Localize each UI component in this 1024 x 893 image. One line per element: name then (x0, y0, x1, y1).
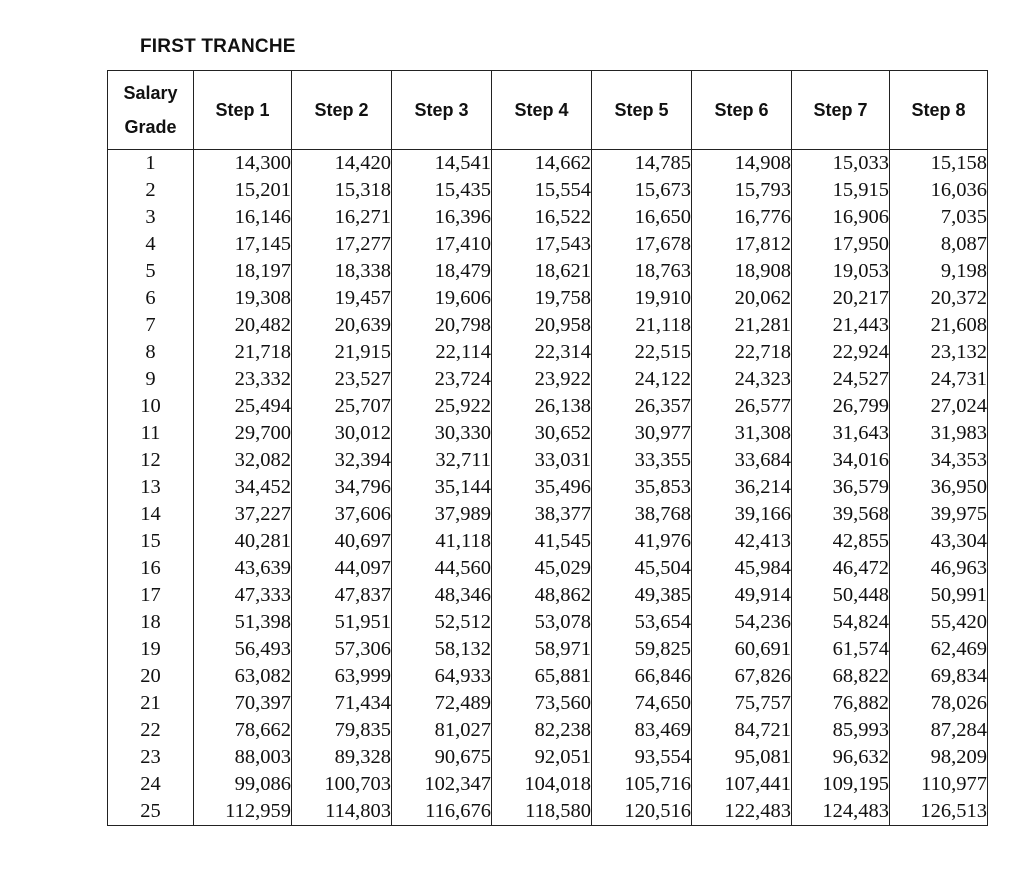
salary-grade-cell: 18 (108, 609, 194, 636)
step-value-cell: 32,394 (292, 447, 392, 474)
step-value-cell: 18,338 (292, 258, 392, 285)
table-row (108, 636, 988, 663)
step-value-cell: 98,209 (890, 744, 988, 771)
step-value-cell: 17,277 (292, 231, 392, 258)
step-value-cell: 39,166 (692, 501, 792, 528)
salary-grade-cell: 23 (108, 744, 194, 771)
step-value-cell: 37,606 (292, 501, 392, 528)
step-value-cell: 49,914 (692, 582, 792, 609)
step-value-cell: 50,448 (792, 582, 890, 609)
step-value-cell: 65,881 (492, 663, 592, 690)
step-value-cell: 36,214 (692, 474, 792, 501)
step-value-cell: 25,707 (292, 393, 392, 420)
table-row (108, 798, 988, 826)
table-row (108, 420, 988, 447)
step-value-cell: 78,026 (890, 690, 988, 717)
step-value-cell: 14,785 (592, 150, 692, 178)
step-value-cell: 99,086 (194, 771, 292, 798)
step-value-cell: 18,621 (492, 258, 592, 285)
step-value-cell: 53,078 (492, 609, 592, 636)
step-value-cell: 20,958 (492, 312, 592, 339)
step-value-cell: 56,493 (194, 636, 292, 663)
step-value-cell: 17,678 (592, 231, 692, 258)
step-value-cell: 93,554 (592, 744, 692, 771)
table-row (108, 177, 988, 204)
step-value-cell: 19,308 (194, 285, 292, 312)
step-value-cell: 83,469 (592, 717, 692, 744)
salary-grade-cell: 3 (108, 204, 194, 231)
step-value-cell: 63,082 (194, 663, 292, 690)
step-value-cell: 20,062 (692, 285, 792, 312)
step-value-cell: 79,835 (292, 717, 392, 744)
step-value-cell: 42,413 (692, 528, 792, 555)
salary-grade-cell: 16 (108, 555, 194, 582)
step-value-cell: 46,472 (792, 555, 890, 582)
step-value-cell: 45,504 (592, 555, 692, 582)
column-header-step-3: Step 3 (392, 71, 492, 150)
step-value-cell: 33,355 (592, 447, 692, 474)
step-value-cell: 48,862 (492, 582, 592, 609)
step-value-cell: 26,799 (792, 393, 890, 420)
step-value-cell: 41,118 (392, 528, 492, 555)
step-value-cell: 22,515 (592, 339, 692, 366)
salary-grade-cell: 21 (108, 690, 194, 717)
step-value-cell: 34,353 (890, 447, 988, 474)
step-value-cell: 60,691 (692, 636, 792, 663)
step-value-cell: 18,908 (692, 258, 792, 285)
step-value-cell: 17,145 (194, 231, 292, 258)
salary-grade-cell: 6 (108, 285, 194, 312)
step-value-cell: 16,906 (792, 204, 890, 231)
step-value-cell: 15,033 (792, 150, 890, 178)
salary-grade-cell: 8 (108, 339, 194, 366)
step-value-cell: 87,284 (890, 717, 988, 744)
step-value-cell: 58,971 (492, 636, 592, 663)
step-value-cell: 64,933 (392, 663, 492, 690)
step-value-cell: 21,118 (592, 312, 692, 339)
salary-grade-cell: 1 (108, 150, 194, 178)
step-value-cell: 16,650 (592, 204, 692, 231)
step-value-cell: 16,036 (890, 177, 988, 204)
step-value-cell: 54,236 (692, 609, 792, 636)
step-value-cell: 40,697 (292, 528, 392, 555)
step-value-cell: 24,323 (692, 366, 792, 393)
table-row (108, 312, 988, 339)
table-row (108, 447, 988, 474)
step-value-cell: 51,398 (194, 609, 292, 636)
step-value-cell: 40,281 (194, 528, 292, 555)
table-row (108, 150, 988, 178)
salary-grade-cell: 9 (108, 366, 194, 393)
salary-grade-cell: 24 (108, 771, 194, 798)
step-value-cell: 50,991 (890, 582, 988, 609)
step-value-cell: 30,977 (592, 420, 692, 447)
step-value-cell: 37,227 (194, 501, 292, 528)
step-value-cell: 44,560 (392, 555, 492, 582)
step-value-cell: 17,543 (492, 231, 592, 258)
step-value-cell: 61,574 (792, 636, 890, 663)
table-row (108, 528, 988, 555)
step-value-cell: 15,673 (592, 177, 692, 204)
step-value-cell: 122,483 (692, 798, 792, 826)
step-value-cell: 33,031 (492, 447, 592, 474)
step-value-cell: 18,197 (194, 258, 292, 285)
step-value-cell: 82,238 (492, 717, 592, 744)
salary-grade-cell: 10 (108, 393, 194, 420)
step-value-cell: 19,457 (292, 285, 392, 312)
table-row (108, 690, 988, 717)
step-value-cell: 35,144 (392, 474, 492, 501)
step-value-cell: 120,516 (592, 798, 692, 826)
step-value-cell: 92,051 (492, 744, 592, 771)
step-value-cell: 105,716 (592, 771, 692, 798)
step-value-cell: 118,580 (492, 798, 592, 826)
step-value-cell: 18,479 (392, 258, 492, 285)
step-value-cell: 107,441 (692, 771, 792, 798)
step-value-cell: 74,650 (592, 690, 692, 717)
table-row (108, 663, 988, 690)
salary-grade-cell: 20 (108, 663, 194, 690)
step-value-cell: 14,541 (392, 150, 492, 178)
step-value-cell: 25,922 (392, 393, 492, 420)
step-value-cell: 45,984 (692, 555, 792, 582)
step-value-cell: 81,027 (392, 717, 492, 744)
step-value-cell: 25,494 (194, 393, 292, 420)
table-title: FIRST TRANCHE (140, 36, 296, 57)
step-value-cell: 14,300 (194, 150, 292, 178)
step-value-cell: 57,306 (292, 636, 392, 663)
step-value-cell: 32,082 (194, 447, 292, 474)
step-value-cell: 16,271 (292, 204, 392, 231)
salary-grade-cell: 12 (108, 447, 194, 474)
step-value-cell: 30,012 (292, 420, 392, 447)
step-value-cell: 26,357 (592, 393, 692, 420)
step-value-cell: 124,483 (792, 798, 890, 826)
step-value-cell: 39,568 (792, 501, 890, 528)
step-value-cell: 46,963 (890, 555, 988, 582)
step-value-cell: 48,346 (392, 582, 492, 609)
step-value-cell: 112,959 (194, 798, 292, 826)
step-value-cell: 23,922 (492, 366, 592, 393)
step-value-cell: 31,308 (692, 420, 792, 447)
step-value-cell: 7,035 (890, 204, 988, 231)
table-row (108, 555, 988, 582)
step-value-cell: 71,434 (292, 690, 392, 717)
step-value-cell: 18,763 (592, 258, 692, 285)
salary-grade-cell: 4 (108, 231, 194, 258)
step-value-cell: 100,703 (292, 771, 392, 798)
step-value-cell: 51,951 (292, 609, 392, 636)
step-value-cell: 31,643 (792, 420, 890, 447)
step-value-cell: 59,825 (592, 636, 692, 663)
step-value-cell: 15,158 (890, 150, 988, 178)
step-value-cell: 27,024 (890, 393, 988, 420)
column-header-step-8: Step 8 (890, 71, 988, 150)
step-value-cell: 41,545 (492, 528, 592, 555)
step-value-cell: 16,776 (692, 204, 792, 231)
step-value-cell: 19,910 (592, 285, 692, 312)
step-value-cell: 85,993 (792, 717, 890, 744)
step-value-cell: 49,385 (592, 582, 692, 609)
step-value-cell: 31,983 (890, 420, 988, 447)
step-value-cell: 29,700 (194, 420, 292, 447)
step-value-cell: 76,882 (792, 690, 890, 717)
column-header-step-2: Step 2 (292, 71, 392, 150)
step-value-cell: 126,513 (890, 798, 988, 826)
step-value-cell: 23,724 (392, 366, 492, 393)
step-value-cell: 69,834 (890, 663, 988, 690)
step-value-cell: 9,198 (890, 258, 988, 285)
salary-grade-cell: 25 (108, 798, 194, 826)
step-value-cell: 21,915 (292, 339, 392, 366)
step-value-cell: 24,527 (792, 366, 890, 393)
step-value-cell: 17,410 (392, 231, 492, 258)
step-value-cell: 15,915 (792, 177, 890, 204)
step-value-cell: 55,420 (890, 609, 988, 636)
step-value-cell: 67,826 (692, 663, 792, 690)
step-value-cell: 35,853 (592, 474, 692, 501)
step-value-cell: 24,122 (592, 366, 692, 393)
salary-grade-cell: 14 (108, 501, 194, 528)
step-value-cell: 20,798 (392, 312, 492, 339)
table-row (108, 717, 988, 744)
step-value-cell: 90,675 (392, 744, 492, 771)
step-value-cell: 15,554 (492, 177, 592, 204)
table-row (108, 339, 988, 366)
step-value-cell: 30,330 (392, 420, 492, 447)
step-value-cell: 70,397 (194, 690, 292, 717)
table-row (108, 258, 988, 285)
step-value-cell: 47,333 (194, 582, 292, 609)
step-value-cell: 58,132 (392, 636, 492, 663)
step-value-cell: 16,146 (194, 204, 292, 231)
step-value-cell: 72,489 (392, 690, 492, 717)
table-body (108, 150, 988, 826)
table-row (108, 744, 988, 771)
step-value-cell: 73,560 (492, 690, 592, 717)
salary-grade-cell: 5 (108, 258, 194, 285)
step-value-cell: 15,435 (392, 177, 492, 204)
step-value-cell: 8,087 (890, 231, 988, 258)
column-header-step-4: Step 4 (492, 71, 592, 150)
step-value-cell: 44,097 (292, 555, 392, 582)
step-value-cell: 20,372 (890, 285, 988, 312)
step-value-cell: 36,579 (792, 474, 890, 501)
step-value-cell: 16,522 (492, 204, 592, 231)
table-row (108, 582, 988, 609)
step-value-cell: 45,029 (492, 555, 592, 582)
step-value-cell: 20,217 (792, 285, 890, 312)
step-value-cell: 39,975 (890, 501, 988, 528)
step-value-cell: 54,824 (792, 609, 890, 636)
step-value-cell: 15,201 (194, 177, 292, 204)
step-value-cell: 21,443 (792, 312, 890, 339)
step-value-cell: 62,469 (890, 636, 988, 663)
step-value-cell: 41,976 (592, 528, 692, 555)
step-value-cell: 14,662 (492, 150, 592, 178)
column-header-salary-grade: Salary Grade (108, 71, 194, 150)
step-value-cell: 35,496 (492, 474, 592, 501)
column-header-step-7: Step 7 (792, 71, 890, 150)
salary-grade-cell: 22 (108, 717, 194, 744)
step-value-cell: 63,999 (292, 663, 392, 690)
column-header-step-5: Step 5 (592, 71, 692, 150)
table-row (108, 285, 988, 312)
step-value-cell: 22,314 (492, 339, 592, 366)
step-value-cell: 23,332 (194, 366, 292, 393)
step-value-cell: 15,318 (292, 177, 392, 204)
table-row (108, 609, 988, 636)
step-value-cell: 22,924 (792, 339, 890, 366)
salary-grade-cell: 15 (108, 528, 194, 555)
step-value-cell: 84,721 (692, 717, 792, 744)
step-value-cell: 109,195 (792, 771, 890, 798)
step-value-cell: 32,711 (392, 447, 492, 474)
column-header-step-1: Step 1 (194, 71, 292, 150)
step-value-cell: 30,652 (492, 420, 592, 447)
step-value-cell: 114,803 (292, 798, 392, 826)
step-value-cell: 36,950 (890, 474, 988, 501)
step-value-cell: 23,527 (292, 366, 392, 393)
table-row (108, 771, 988, 798)
step-value-cell: 15,793 (692, 177, 792, 204)
step-value-cell: 68,822 (792, 663, 890, 690)
step-value-cell: 19,606 (392, 285, 492, 312)
step-value-cell: 21,608 (890, 312, 988, 339)
step-value-cell: 78,662 (194, 717, 292, 744)
step-value-cell: 16,396 (392, 204, 492, 231)
step-value-cell: 47,837 (292, 582, 392, 609)
step-value-cell: 26,577 (692, 393, 792, 420)
step-value-cell: 21,281 (692, 312, 792, 339)
step-value-cell: 102,347 (392, 771, 492, 798)
step-value-cell: 20,639 (292, 312, 392, 339)
salary-grade-cell: 11 (108, 420, 194, 447)
table-row (108, 204, 988, 231)
table-row (108, 366, 988, 393)
step-value-cell: 52,512 (392, 609, 492, 636)
step-value-cell: 38,768 (592, 501, 692, 528)
step-value-cell: 34,796 (292, 474, 392, 501)
step-value-cell: 42,855 (792, 528, 890, 555)
step-value-cell: 33,684 (692, 447, 792, 474)
step-value-cell: 26,138 (492, 393, 592, 420)
step-value-cell: 88,003 (194, 744, 292, 771)
salary-grade-cell: 13 (108, 474, 194, 501)
step-value-cell: 37,989 (392, 501, 492, 528)
step-value-cell: 22,114 (392, 339, 492, 366)
step-value-cell: 66,846 (592, 663, 692, 690)
step-value-cell: 38,377 (492, 501, 592, 528)
step-value-cell: 20,482 (194, 312, 292, 339)
step-value-cell: 89,328 (292, 744, 392, 771)
step-value-cell: 34,452 (194, 474, 292, 501)
step-value-cell: 24,731 (890, 366, 988, 393)
table-row (108, 393, 988, 420)
table-row (108, 501, 988, 528)
step-value-cell: 53,654 (592, 609, 692, 636)
step-value-cell: 110,977 (890, 771, 988, 798)
table-row (108, 231, 988, 258)
salary-table (107, 70, 988, 826)
step-value-cell: 96,632 (792, 744, 890, 771)
step-value-cell: 21,718 (194, 339, 292, 366)
step-value-cell: 75,757 (692, 690, 792, 717)
step-value-cell: 95,081 (692, 744, 792, 771)
step-value-cell: 104,018 (492, 771, 592, 798)
salary-grade-cell: 17 (108, 582, 194, 609)
step-value-cell: 116,676 (392, 798, 492, 826)
step-value-cell: 17,950 (792, 231, 890, 258)
step-value-cell: 19,053 (792, 258, 890, 285)
salary-grade-cell: 19 (108, 636, 194, 663)
column-header-step-6: Step 6 (692, 71, 792, 150)
step-value-cell: 19,758 (492, 285, 592, 312)
step-value-cell: 22,718 (692, 339, 792, 366)
step-value-cell: 14,908 (692, 150, 792, 178)
table-row (108, 474, 988, 501)
salary-grade-cell: 2 (108, 177, 194, 204)
salary-grade-cell: 7 (108, 312, 194, 339)
step-value-cell: 14,420 (292, 150, 392, 178)
step-value-cell: 34,016 (792, 447, 890, 474)
header-row (108, 71, 988, 150)
step-value-cell: 23,132 (890, 339, 988, 366)
step-value-cell: 43,639 (194, 555, 292, 582)
step-value-cell: 17,812 (692, 231, 792, 258)
step-value-cell: 43,304 (890, 528, 988, 555)
